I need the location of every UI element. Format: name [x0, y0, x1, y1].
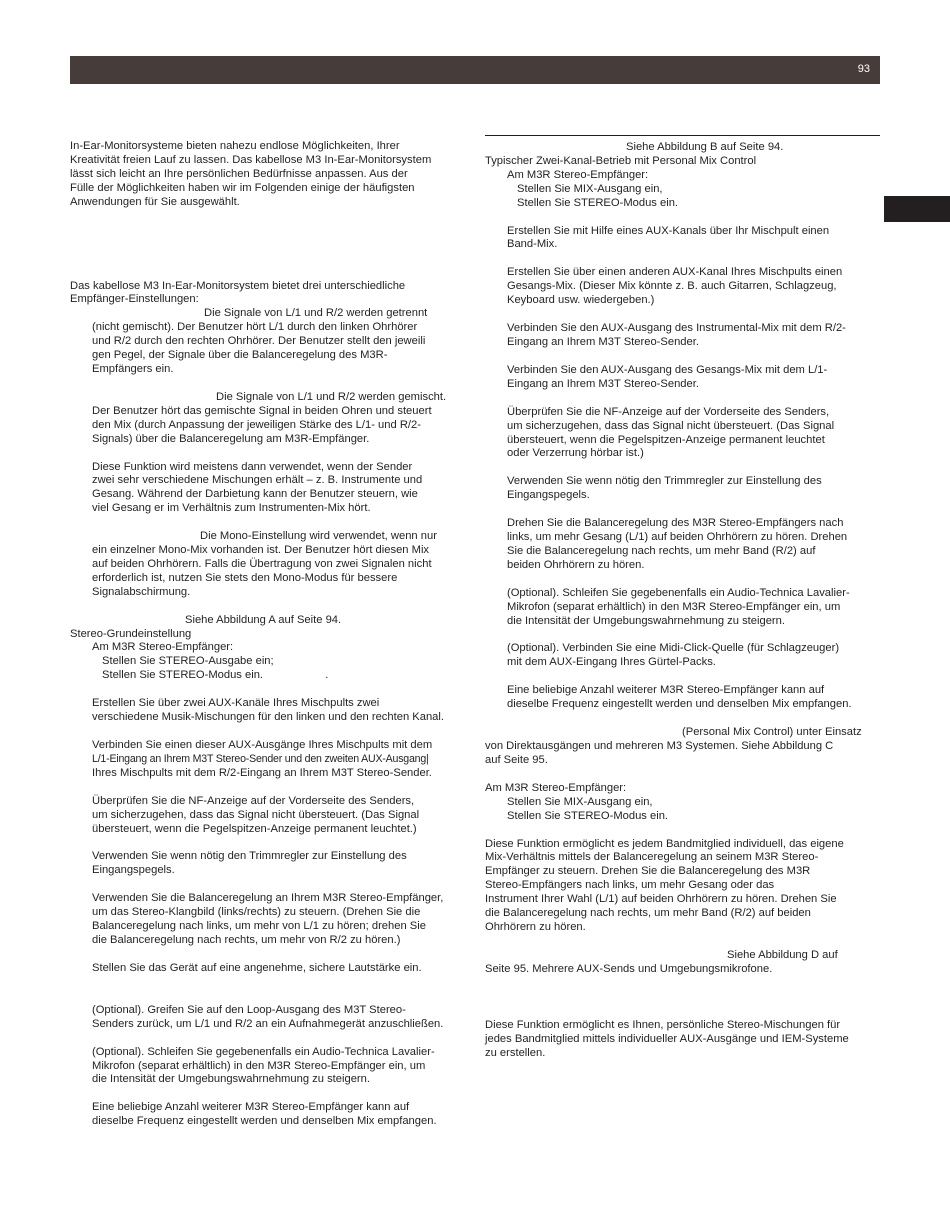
step-list [485, 225, 885, 713]
final-paragraph: Diese Funktion ermöglicht es Ihnen, persönliche Stereo-Mischungen für jedes Bandmitglied mittels individueller AUX-Ausgänge und IEM-Systeme zu erstellen. [485, 1018, 849, 1059]
receiver-heading: Am M3R Stereo-Empfänger: [507, 168, 649, 181]
list-item: Eine beliebige Anzahl weiterer M3R Stereo-Empfänger kann auf dieselbe Frequenz eingestellt werden und denselben Mix empfangen. [507, 684, 852, 711]
receiver-step: Stellen Sie MIX-Ausgang ein, [517, 182, 663, 195]
receiver-step: Stellen Sie STEREO-Ausgabe ein; [102, 655, 274, 668]
optional-step-list [70, 1004, 470, 1129]
list-item: Drehen Sie die Balanceregelung des M3R Stereo-Empfängers nach links, um mehr Gesang (L/1) auf beiden Ohrhörern zu hören. Drehen Sie die Balanceregelung nach rechts, um mehr Band (R/2) auf beiden Ohrhörern zu hören. [507, 517, 848, 571]
receiver-step: Stellen Sie STEREO-Modus ein. [507, 809, 669, 822]
list-item: (Optional). Greifen Sie auf den Loop-Ausgang des M3T Stereo- Senders zurück, um L/1 und R/2 an ein Aufnahmegerät anzuschließen. [92, 1003, 444, 1030]
page-number: 93 [857, 63, 870, 75]
stereo-setting-text: Die Signale von L/1 und R/2 werden getrennt (nicht gemischt). Der Benutzer hört L/1 durch den linken Ohrhörer und R/2 durch den rechten Ohrhörer. Der Benutzer stellt den jeweili gen Pegel, der Signale über die Balanceregelung des M3R- Empfängers ein. [92, 307, 428, 375]
list-item: Verbinden Sie den AUX-Ausgang des Gesangs-Mix mit dem L/1- Eingang an Ihrem M3T Stereo-Sender. [507, 363, 828, 390]
list-item: Überprüfen Sie die NF-Anzeige auf der Vorderseite des Senders, um sicherzugehen, dass das Signal nicht übersteuert. (Das Signal übersteuert, wenn die Pegelspitzen-Anzeige permanent leuchtet oder Verzerrung hörbar ist.) [507, 405, 835, 460]
pmc-direct-text: (Personal Mix Control) unter Einsatz von Direktausgängen und mehreren M3 Systemen. Siehe Abbildung C auf Seite 95. [485, 726, 862, 766]
mono-setting-text: Die Mono-Einstellung wird verwendet, wenn nur ein einzelner Mono-Mix vorhanden ist. Der Benutzer hört diesen Mix auf beiden Ohrhörern. Falls die Übertragung von zwei Signalen nicht erforderlich ist, nutzen Sie stets den Mono-Modus für bessere Signalabschirmung. [92, 530, 437, 598]
step-list [70, 697, 470, 976]
list-item: Verbinden Sie den AUX-Ausgang des Instrumental-Mix mit dem R/2- Eingang an Ihrem M3T Stereo-Sender. [507, 322, 846, 348]
list-item: (Optional). Verbinden Sie eine Midi-Click-Quelle (für Schlagzeuger) mit dem AUX-Eingang Ihres Gürtel-Packs. [507, 642, 840, 669]
figure-a-reference: Siehe Abbildung A auf Seite 94. [185, 613, 342, 626]
receiver-step: Stellen Sie STEREO-Modus ein. . [102, 669, 329, 682]
settings-intro: Das kabellose M3 In-Ear-Monitorsystem bietet drei unterschiedliche Empfänger-Einstellungen: [70, 279, 406, 306]
pmc-description: Diese Funktion ermöglicht es jedem Bandmitglied individuell, das eigene Mix-Verhältnis mittels der Balanceregelung an seinem M3R Stereo- Empfänger zu steuern. Drehen Sie die Balanceregelung des M3R Stereo-Empfängers nach links, um mehr Gesang oder das Instrument Ihrer Wahl (L/1) auf beiden Ohrhörern zu hören. Drehen Sie die Balanceregelung nach rechts, um mehr Band (R/2) auf beiden Ohrhörern zu hören. [485, 837, 844, 933]
list-item: Verbinden Sie einen dieser AUX-Ausgänge Ihres Mischpults mit dem L/1-Eingang an Ihrem M3T Stereo-Sender und den zweiten AUX-Ausgang| Ihres Mischpults mit dem R/2-Eingang an Ihrem M3T Stereo-Sender. [92, 739, 433, 779]
list-item: Überprüfen Sie die NF-Anzeige auf der Vorderseite des Senders, um sicherzugehen, dass das Signal nicht übersteuert. (Das Signal übersteuert, wenn die Pegelspitzen-Anzeige permanent leuchtet.) [92, 794, 420, 835]
list-item: Verwenden Sie die Balanceregelung an Ihrem M3R Stereo-Empfänger, um das Stereo-Klangbild (links/rechts) zu steuern. (Drehen Sie die Balanceregelung nach links, um mehr von L/1 zu hören; drehen Sie die Balanceregelung nach rechts, um mehr von R/2 zu hören.) [92, 892, 444, 946]
list-item: Verwenden Sie wenn nötig den Trimmregler zur Einstellung des Eingangspegels. [507, 475, 822, 502]
list-item: Erstellen Sie mit Hilfe eines AUX-Kanals über Ihr Mischpult einen Band-Mix. [507, 224, 830, 251]
list-item: Eine beliebige Anzahl weiterer M3R Stereo-Empfänger kann auf dieselbe Frequenz eingestellt werden und denselben Mix empfangen. [92, 1101, 437, 1128]
right-column [485, 140, 885, 1060]
intro-paragraph: In-Ear-Monitorsysteme bieten nahezu endlose Möglichkeiten, Ihrer Kreativität freien Lauf zu lassen. Das kabellose M3 In-Ear-Monitorsystem lässt sich leicht an Ihre persönlichen Bedürfnisse anpassen. Aus der Fülle der Möglichkeiten haben wir im Folgenden einige der häufigsten Anwendungen für Sie ausgewählt. [70, 140, 432, 208]
list-item: Erstellen Sie über zwei AUX-Kanäle Ihres Mischpults zwei verschiedene Musik-Mischungen für den linken und den rechten Kanal. [92, 697, 444, 724]
receiver-step: Stellen Sie MIX-Ausgang ein, [507, 795, 653, 808]
figure-b-reference: Siehe Abbildung B auf Seite 94. [626, 141, 784, 153]
mix-setting-text: Die Signale von L/1 und R/2 werden gemischt. Der Benutzer hört das gemischte Signal in beiden Ohren und steuert den Mix (durch Anpassung der jeweiligen Stärke des L/1- und R/2- Signals) über die Balanceregelung am M3R-Empfänger. [92, 390, 447, 445]
list-item: Stellen Sie das Gerät auf eine angenehme, sichere Lautstärke ein. [92, 961, 422, 974]
mix-usage-text: Diese Funktion wird meistens dann verwendet, wenn der Sender zwei sehr verschiedene Mischungen erhält – z. B. Instrumente und Gesang. Während der Darbietung kann der Benutzer steuern, wie viel Gesang er im Verhältnis zum Instrumenten-Mix hört. [92, 460, 423, 515]
header-bar [70, 56, 880, 84]
figure-d-reference: Siehe Abbildung D auf Seite 95. Mehrere AUX-Sends und Umgebungsmikrofone. [485, 948, 838, 975]
list-item: Verwenden Sie wenn nötig den Trimmregler zur Einstellung des Eingangspegels. [92, 850, 407, 877]
column-rule [485, 135, 880, 136]
pmc-title: Typischer Zwei-Kanal-Betrieb mit Personal Mix Control [485, 154, 757, 167]
stereo-basic-title: Stereo-Grundeinstellung [70, 627, 192, 640]
list-item: (Optional). Schleifen Sie gegebenenfalls ein Audio-Technica Lavalier- Mikrofon (separat erhältlich) in den M3R Stereo-Empfänger ein, um die Intensität der Umgebungswahrnehmung zu steigern. [507, 586, 850, 627]
section-tab [884, 196, 950, 222]
receiver-heading: Am M3R Stereo-Empfänger: [485, 781, 627, 794]
list-item: Erstellen Sie über einen anderen AUX-Kanal Ihres Mischpults einen Gesangs-Mix. (Dieser Mix könnte z. B. auch Gitarren, Schlagzeug, Keyboard usw. wiedergeben.) [507, 266, 843, 307]
receiver-heading: Am M3R Stereo-Empfänger: [92, 641, 234, 654]
list-item: (Optional). Schleifen Sie gegebenenfalls ein Audio-Technica Lavalier- Mikrofon (separat erhältlich) in den M3R Stereo-Empfänger ein, um die Intensität der Umgebungswahrnehmung zu steigern. [92, 1045, 435, 1086]
receiver-step: Stellen Sie STEREO-Modus ein. [517, 196, 679, 209]
left-column [70, 140, 470, 1129]
